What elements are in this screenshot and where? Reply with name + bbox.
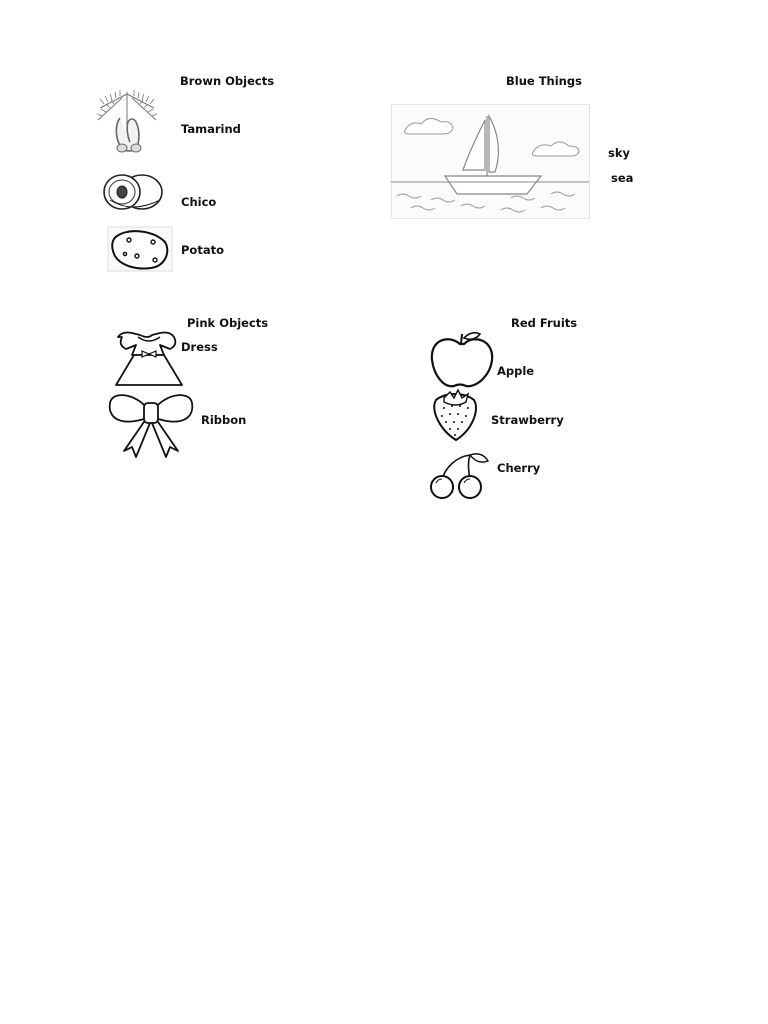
strawberry-label: Strawberry bbox=[491, 413, 564, 427]
strawberry-icon bbox=[428, 388, 482, 442]
red-fruits-heading: Red Fruits bbox=[511, 316, 578, 330]
sky-label: sky bbox=[608, 146, 630, 160]
apple-icon bbox=[428, 330, 496, 390]
ribbon-label: Ribbon bbox=[201, 413, 247, 427]
tamarind-label: Tamarind bbox=[181, 122, 241, 136]
sea-label: sea bbox=[611, 171, 634, 185]
tamarind-icon bbox=[92, 86, 162, 158]
cherry-icon bbox=[428, 449, 492, 499]
sailboat-scene-icon bbox=[391, 104, 591, 220]
apple-label: Apple bbox=[497, 364, 535, 378]
chico-label: Chico bbox=[181, 195, 217, 209]
blue-things-heading: Blue Things bbox=[506, 74, 582, 88]
dress-icon bbox=[112, 331, 188, 391]
ribbon-icon bbox=[106, 391, 196, 461]
dress-label: Dress bbox=[181, 340, 218, 354]
cherry-label: Cherry bbox=[497, 461, 541, 475]
potato-icon bbox=[107, 226, 173, 272]
brown-objects-heading: Brown Objects bbox=[180, 74, 275, 88]
potato-label: Potato bbox=[181, 243, 224, 257]
pink-objects-heading: Pink Objects bbox=[187, 316, 269, 330]
chico-icon bbox=[102, 170, 164, 214]
